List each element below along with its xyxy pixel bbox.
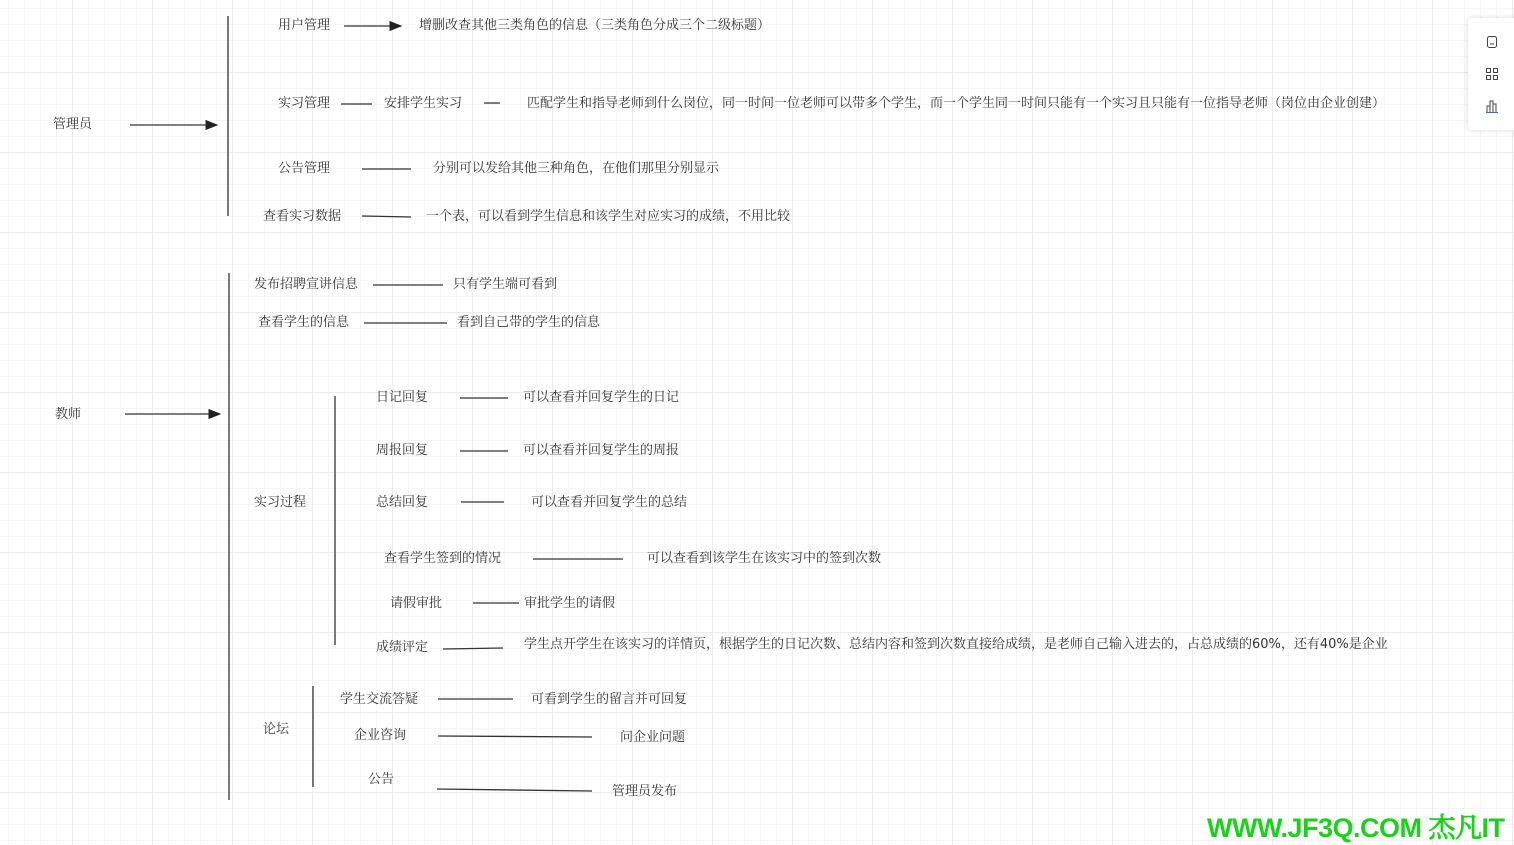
forum-item-desc: 管理员发布 bbox=[612, 784, 678, 799]
teacher-item-desc: 只有学生端可看到 bbox=[453, 277, 558, 292]
admin-item-desc: 匹配学生和指导老师到什么岗位，同一时间一位老师可以带多个学生，而一个学生同一时间只能有一个实习且只能有一位指导老师（岗位由企业创建） bbox=[527, 96, 1386, 111]
node-process: 实习过程 bbox=[254, 495, 307, 510]
admin-item-name: 公告管理 bbox=[278, 161, 331, 176]
forum-item-desc: 问企业问题 bbox=[620, 730, 686, 745]
process-item-desc: 学生点开学生在该实习的详情页，根据学生的日记次数、总结内容和签到次数直接给成绩，是老师自己输入进去的，占总成绩的60%，还有40%是企业 bbox=[524, 637, 1388, 652]
process-item-name: 周报回复 bbox=[376, 443, 429, 458]
node-forum: 论坛 bbox=[263, 722, 290, 737]
process-item-desc: 可以查看并回复学生的总结 bbox=[531, 495, 688, 510]
process-item-name: 日记回复 bbox=[376, 390, 429, 405]
node-teacher: 教师 bbox=[55, 407, 82, 422]
process-item-name: 查看学生签到的情况 bbox=[384, 551, 502, 566]
node-admin: 管理员 bbox=[53, 117, 93, 132]
admin-item-desc: 增删改查其他三类角色的信息（三类角色分成三个二级标题） bbox=[419, 18, 771, 33]
process-item-desc: 可以查看并回复学生的日记 bbox=[523, 390, 680, 405]
grid-icon[interactable] bbox=[1484, 67, 1500, 83]
chart-icon[interactable] bbox=[1484, 99, 1500, 115]
page-icon[interactable] bbox=[1484, 35, 1500, 51]
forum-item-name: 学生交流答疑 bbox=[340, 692, 419, 707]
process-item-name: 成绩评定 bbox=[376, 640, 429, 655]
process-item-desc: 可以查看到该学生在该实习中的签到次数 bbox=[647, 551, 882, 566]
forum-item-desc: 可看到学生的留言并可回复 bbox=[531, 692, 688, 707]
teacher-item-name: 查看学生的信息 bbox=[258, 315, 350, 330]
admin-item-desc: 一个表，可以看到学生信息和该学生对应实习的成绩，不用比较 bbox=[426, 209, 791, 224]
admin-item-name: 用户管理 bbox=[278, 18, 331, 33]
process-item-desc: 审批学生的请假 bbox=[524, 596, 616, 611]
admin-item-sub: 安排学生实习 bbox=[384, 96, 463, 111]
process-item-desc: 可以查看并回复学生的周报 bbox=[523, 443, 680, 458]
forum-item-name: 企业咨询 bbox=[354, 728, 407, 743]
admin-item-name: 查看实习数据 bbox=[263, 209, 342, 224]
process-item-name: 请假审批 bbox=[390, 596, 443, 611]
forum-item-name: 公告 bbox=[368, 772, 395, 787]
admin-item-name: 实习管理 bbox=[278, 96, 331, 111]
teacher-item-desc: 看到自己带的学生的信息 bbox=[457, 315, 601, 330]
process-item-name: 总结回复 bbox=[376, 495, 429, 510]
watermark: WWW.JF3Q.COM 杰凡IT bbox=[1207, 813, 1505, 843]
right-toolbar bbox=[1468, 18, 1514, 130]
admin-item-desc: 分别可以发给其他三种角色，在他们那里分别显示 bbox=[433, 161, 720, 176]
teacher-item-name: 发布招聘宣讲信息 bbox=[254, 277, 359, 292]
